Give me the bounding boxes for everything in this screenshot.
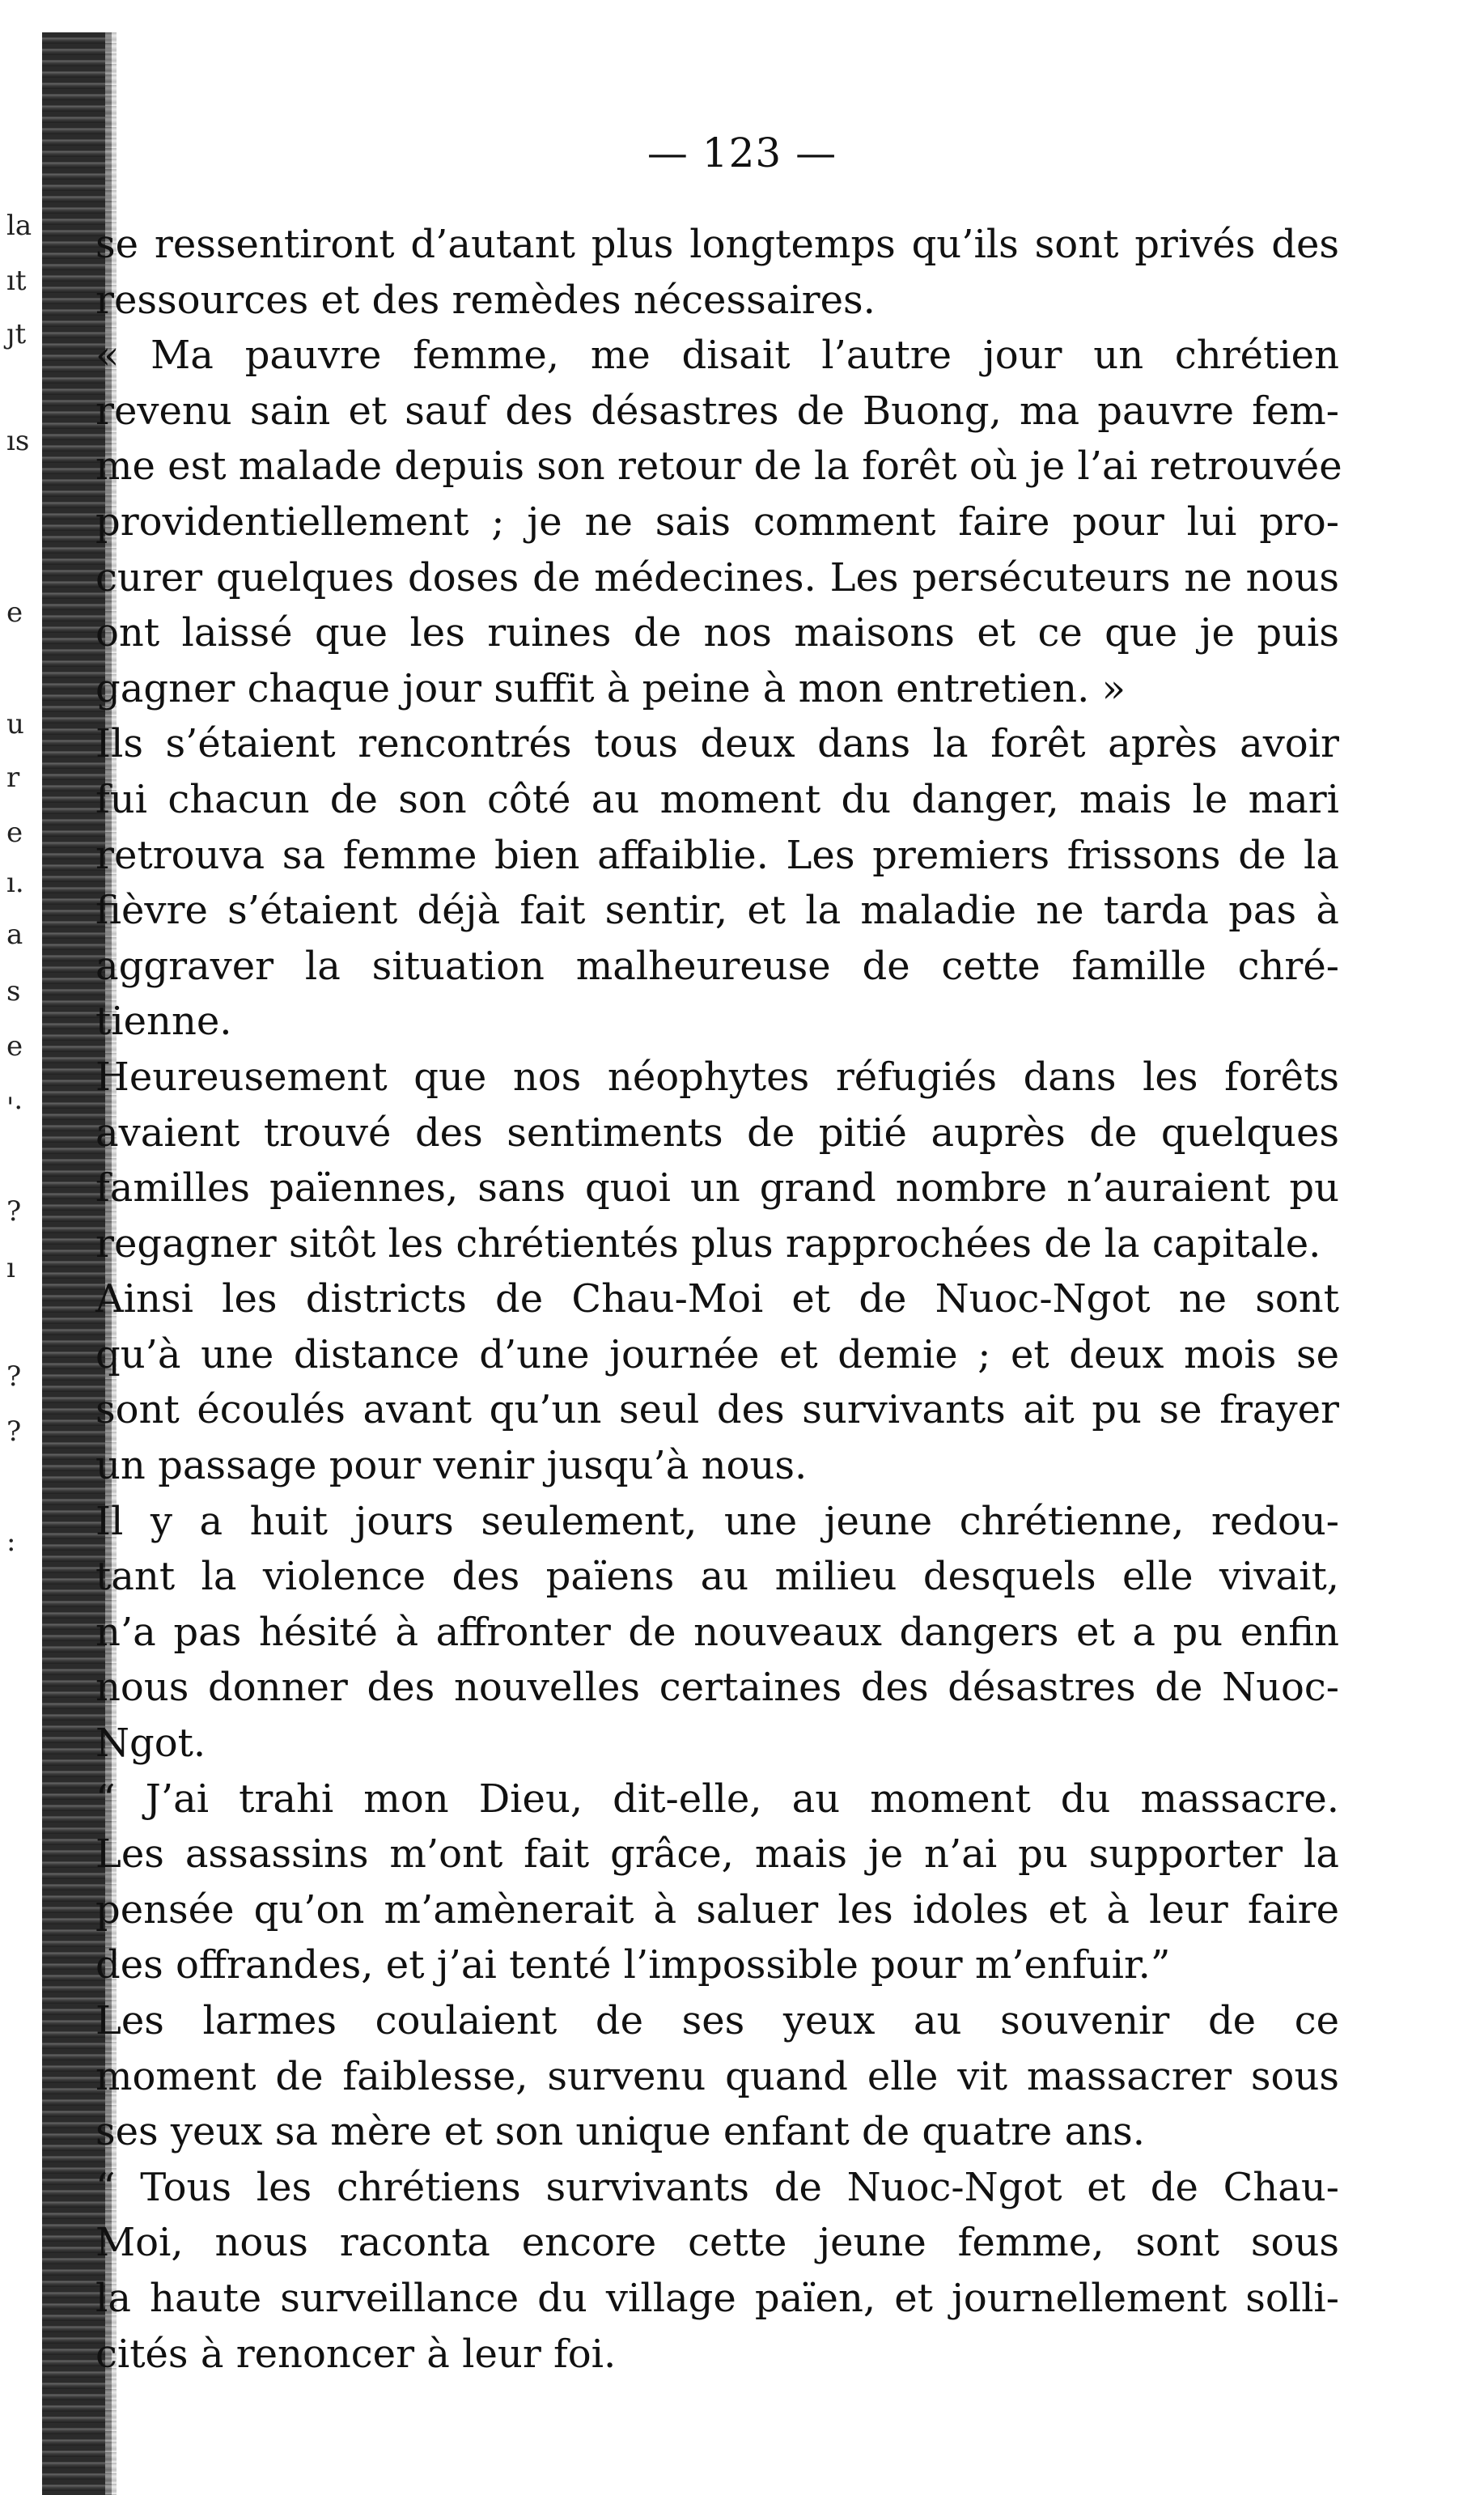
text-line: Ils s’étaient rencontrés tous deux dans la forêt après avoir	[95, 721, 1339, 767]
text-line: “ J’ai trahi mon Dieu, dit-elle, au moment du massacre.	[95, 1776, 1339, 1822]
margin-fragment: '·	[6, 1092, 23, 1124]
text-line: fièvre s’étaient déjà fait sentir, et la maladie ne tarda pas à	[95, 888, 1339, 934]
text-line: avaient trouvé des sentiments de pitié auprès de quelques	[95, 1110, 1339, 1156]
margin-fragment: u	[6, 708, 24, 740]
text-line: aggraver la situation malheureuse de cette famille chré-	[95, 943, 1339, 989]
text-line: des offrandes, et j’ai tenté l’impossible pour m’enfuir.”	[95, 1942, 1171, 1988]
text-line: qu’à une distance d’une journée et demie ; et deux mois se	[95, 1331, 1339, 1377]
text-line: Les larmes coulaient de ses yeux au souvenir de ce	[95, 1998, 1339, 2043]
text-line: Il y a huit jours seulement, une jeune chrétienne, redou-	[95, 1498, 1339, 1544]
text-line: familles païennes, sans quoi un grand nombre n’auraient pu	[95, 1165, 1339, 1211]
text-line: regagner sitôt les chrétientés plus rapprochées de la capitale.	[95, 1220, 1321, 1267]
margin-fragment: r	[6, 762, 20, 794]
body-text	[95, 217, 1342, 2382]
text-line: la haute surveillance du village païen, et journellement solli-	[95, 2275, 1339, 2321]
margin-fragment: ı.	[6, 867, 24, 899]
text-line: tant la violence des païens au milieu desquels elle vivait,	[95, 1554, 1339, 1600]
text-line: curer quelques doses de médecines. Les persécuteurs ne nous	[95, 554, 1339, 600]
text-line: Moi, nous raconta encore cette jeune femme, sont sous	[95, 2220, 1339, 2266]
text-line: tienne.	[95, 999, 232, 1045]
text-line: « Ma pauvre femme, me disait l’autre jour un chrétien	[95, 333, 1339, 379]
text-line: gagner chaque jour suffit à peine à mon entretien. »	[95, 665, 1126, 711]
text-line: se ressentiront d’autant plus longtemps qu’ils sont privés des	[95, 222, 1339, 267]
text-line: providentiellement ; je ne sais comment faire pour lui pro-	[95, 499, 1339, 545]
text-line: un passage pour venir jusqu’à nous.	[95, 1443, 808, 1489]
margin-fragment: ?	[6, 1360, 22, 1393]
margin-fragment: e	[6, 817, 23, 849]
text-line: n’a pas hésité à affronter de nouveaux dangers et a pu enfin	[95, 1609, 1339, 1655]
text-line: Heureusement que nos néophytes réfugiés dans les forêts	[95, 1054, 1339, 1100]
margin-fragment: ıs	[6, 425, 30, 457]
facing-page-fragments	[0, 0, 40, 2495]
text-line: pensée qu’on m’amènerait à saluer les idoles et à leur faire	[95, 1886, 1339, 1933]
text-line: retrouva sa femme bien affaiblie. Les premiers frissons de la	[95, 832, 1339, 878]
text-line: Ngot.	[95, 1721, 206, 1767]
text-line: Ainsi les districts de Chau-Moi et de Nuoc-Ngot ne sont	[95, 1276, 1339, 1322]
margin-fragment: s	[6, 975, 21, 1008]
margin-fragment: e	[6, 596, 23, 629]
margin-fragment: ı	[6, 1252, 15, 1284]
text-line: ses yeux sa mère et son unique enfant de quatre ans.	[95, 2109, 1146, 2155]
text-line: me est malade depuis son retour de la forêt où je l’ai retrouvée	[95, 443, 1342, 490]
text-line: Les assassins m’ont fait grâce, mais je n’ai pu supporter la	[95, 1831, 1339, 1878]
text-line: cités à renoncer à leur foi.	[95, 2331, 617, 2377]
text-line: revenu sain et sauf des désastres de Buong, ma pauvre fem-	[95, 388, 1339, 434]
text-line: ressources et des remèdes nécessaires.	[95, 277, 876, 323]
margin-fragment: :	[6, 1525, 16, 1558]
text-line: ont laissé que les ruines de nos maisons et ce que je puis	[95, 610, 1339, 656]
margin-fragment: ?	[6, 1195, 22, 1228]
text-line: nous donner des nouvelles certaines des désastres de Nuoc-	[95, 1665, 1339, 1711]
margin-fragment: a	[6, 919, 23, 951]
text-line: fui chacun de son côté au moment du danger, mais le mari	[95, 776, 1339, 822]
text-line: sont écoulés avant qu’un seul des survivants ait pu se frayer	[95, 1387, 1339, 1433]
text-line: moment de faiblesse, survenu quand elle vit massacrer sous	[95, 2053, 1339, 2099]
text-line: “ Tous les chrétiens survivants de Nuoc-Ngot et de Chau-	[95, 2164, 1339, 2210]
margin-fragment: ıt	[6, 265, 27, 297]
margin-fragment: la	[6, 210, 32, 242]
margin-fragment: ȷt	[6, 318, 27, 350]
margin-fragment: ?	[6, 1415, 22, 1448]
margin-fragment: e	[6, 1030, 23, 1063]
page-number: — 123 —	[647, 129, 837, 176]
